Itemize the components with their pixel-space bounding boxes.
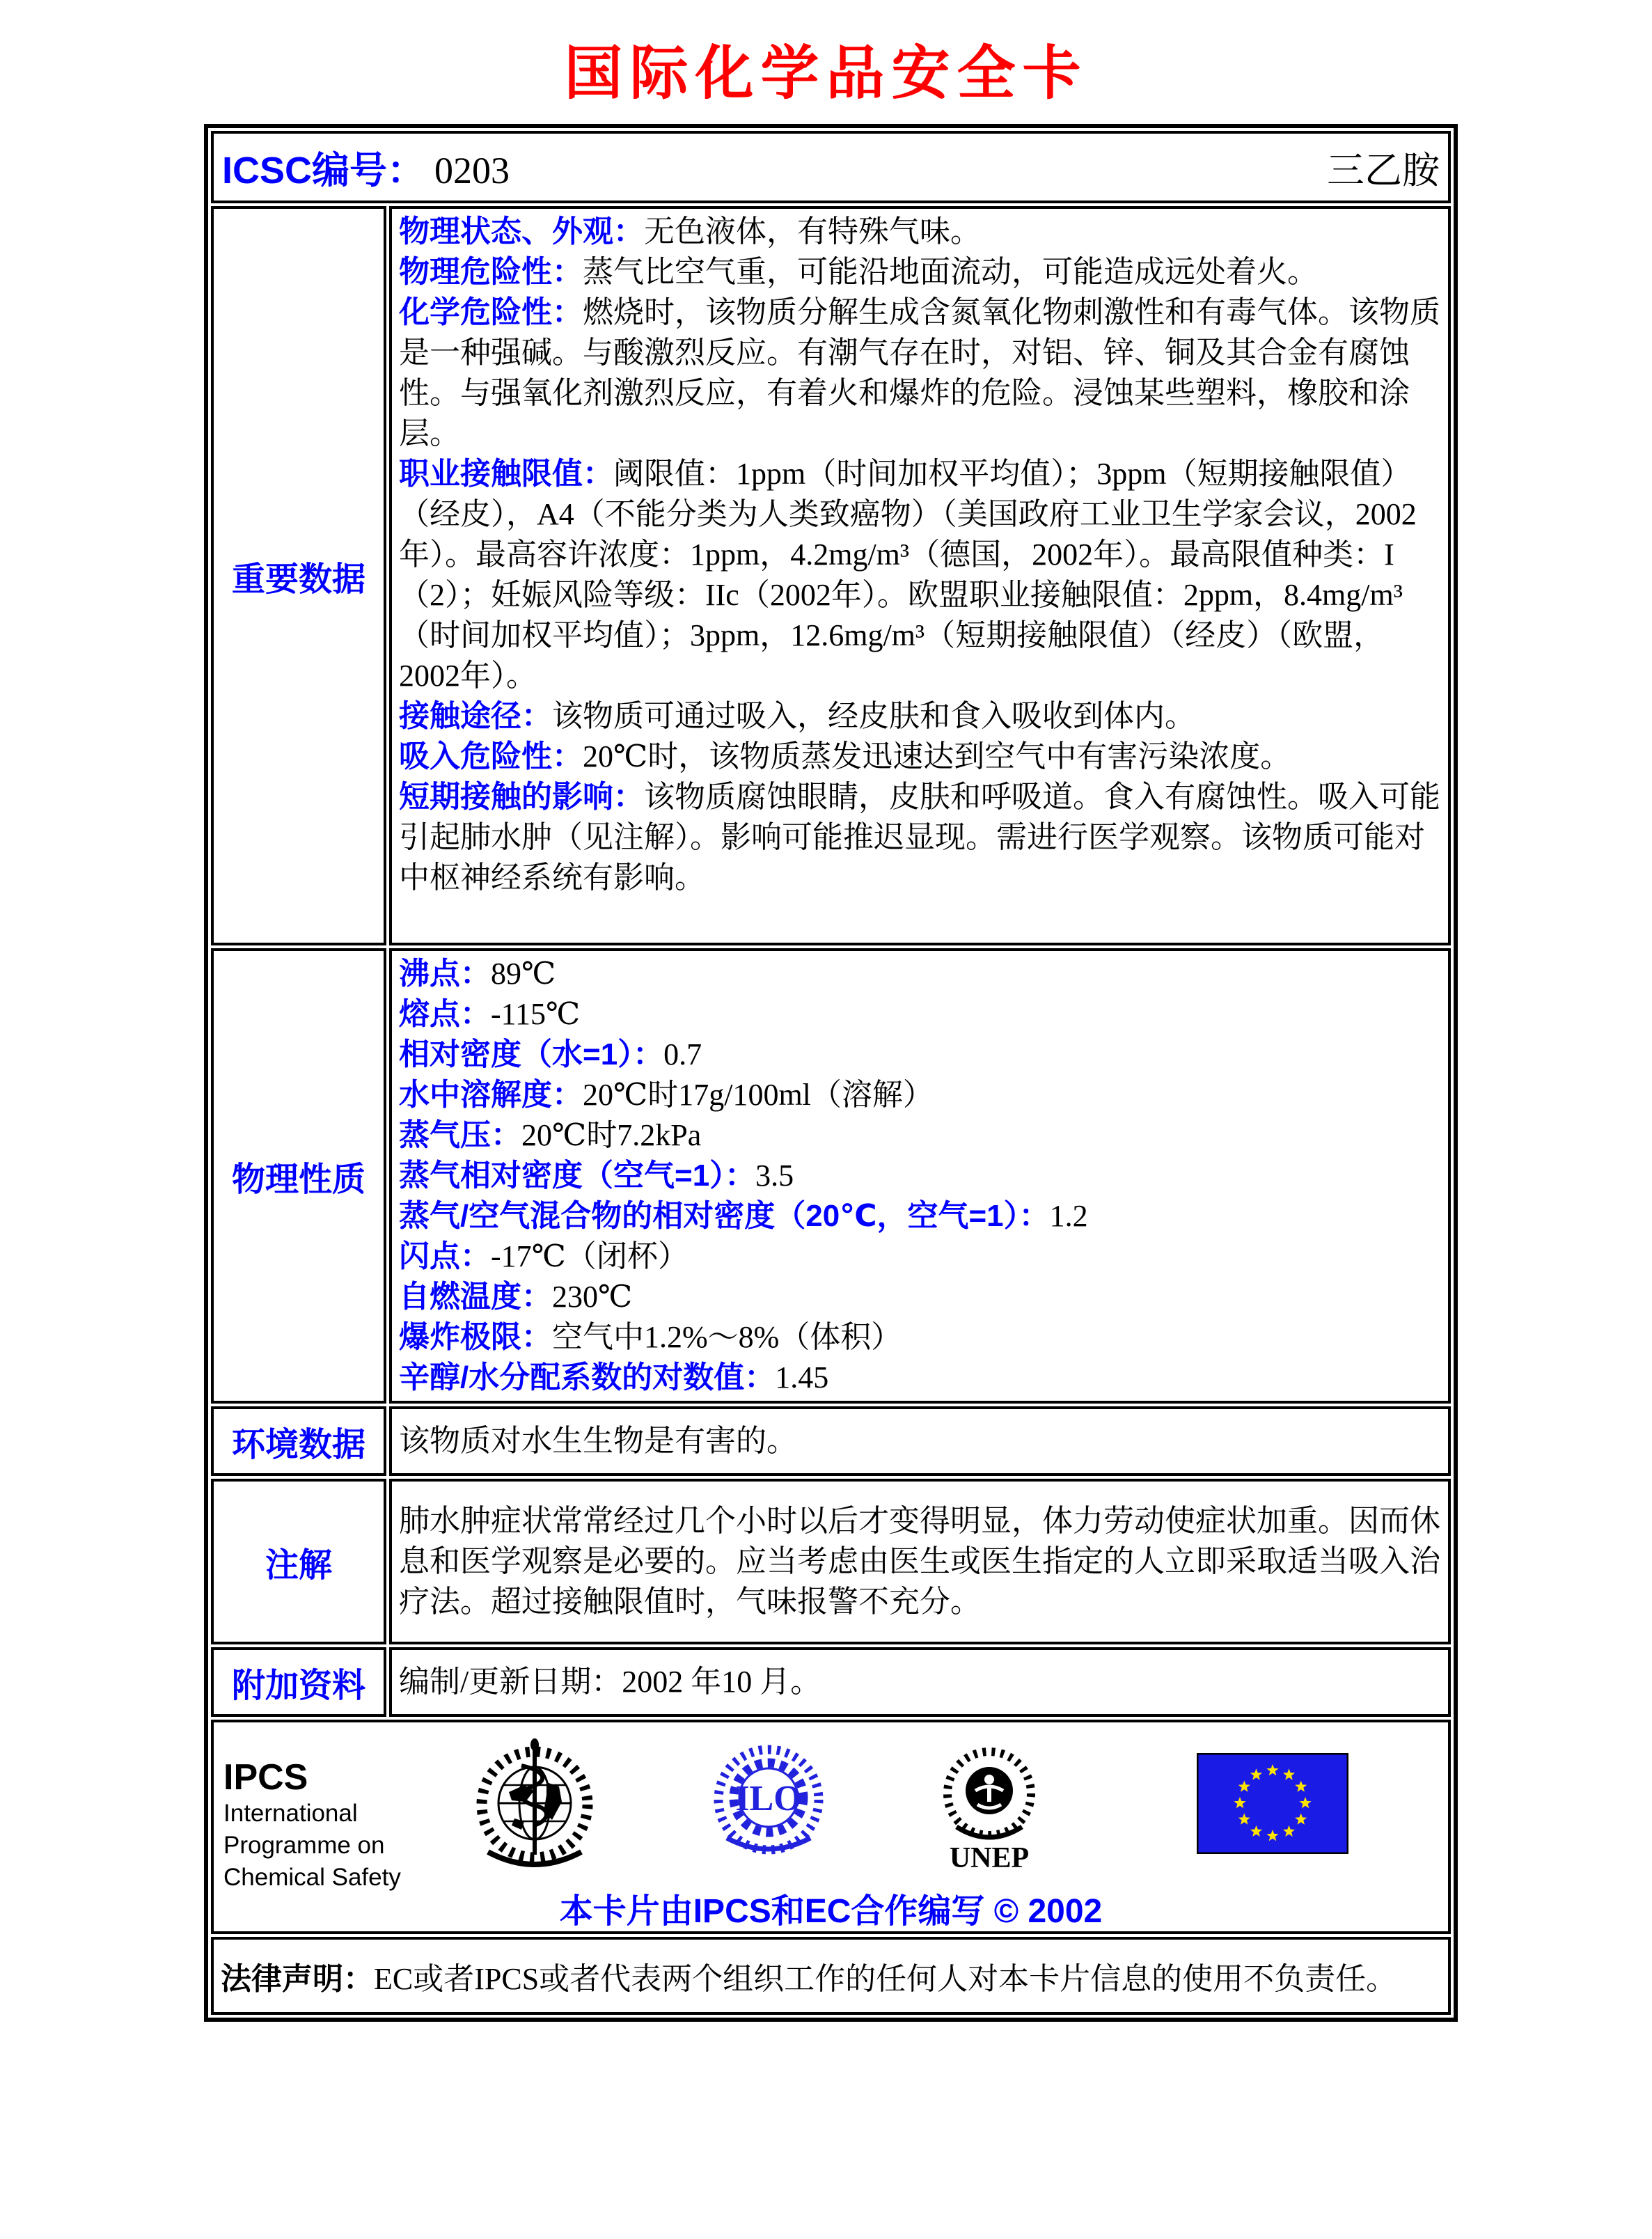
field-value: -17℃（闭杯）: [491, 1239, 689, 1273]
ipcs-title: IPCS: [223, 1757, 308, 1798]
field-label: 闪点：: [399, 1239, 491, 1273]
field-label: 蒸气/空气混合物的相对密度（20℃，空气=1）：: [399, 1199, 1050, 1233]
field-value: 空气中1.2%～8%（体积）: [552, 1320, 902, 1354]
header-cell: [211, 131, 1451, 203]
table-row-legal: [211, 1937, 1451, 2015]
field-label: 爆炸极限：: [399, 1320, 552, 1354]
ipcs-line1: International: [223, 1800, 358, 1827]
icsc-table: [208, 128, 1454, 2018]
ilo-monogram: ILO: [735, 1779, 802, 1818]
field-value: -115℃: [491, 997, 581, 1031]
field-label: 熔点：: [399, 997, 491, 1031]
field-label: 自燃温度：: [399, 1280, 552, 1314]
legal-notice-cell: [211, 1937, 1451, 2015]
field-value: 该物质可通过吸入，经皮肤和食入吸收到体内。: [552, 699, 1195, 733]
field-label: 相对密度（水=1）：: [399, 1037, 664, 1071]
field-label: 吸入危险性：: [399, 739, 583, 773]
field-value: 20℃时，该物质蒸发迅速达到空气中有害污染浓度。: [583, 739, 1291, 773]
field-value: 蒸气比空气重，可能沿地面流动，可能造成远处着火。: [583, 255, 1318, 289]
who-logo-icon: [469, 1736, 601, 1876]
field-value: 燃烧时，该物质分解生成含氮氧化物刺激性和有毒气体。该物质是一种强碱。与酸激烈反应。有潮气存在时，对铝、锌、铜及其合金有腐蚀性。与强氧化剂激烈反应，有着火和爆炸的危险。浸蚀某些塑料，橡胶和涂层。: [399, 295, 1440, 450]
field-value: 20℃时7.2kPa: [521, 1118, 702, 1152]
legal-notice-text: EC或者IPCS或者代表两个组织工作的任何人对本卡片信息的使用不负责任。: [374, 1962, 1397, 1996]
field-label: 接触途径：: [399, 699, 552, 733]
ilo-logo-icon: [709, 1741, 828, 1862]
field-value: 1.2: [1049, 1199, 1088, 1233]
field-label: 物理状态、外观：: [399, 214, 644, 249]
notes-content: 肺水肿症状常常经过几个小时以后才变得明显，体力劳动使症状加重。因而休息和医学观察是必要的。应当考虑由医生或医生指定的人立即采取适当吸入治疗法。超过接触限值时，气味报警不充分。: [389, 1479, 1451, 1644]
table-row-additional-information: [211, 1647, 1451, 1717]
field-value: 阈限值：1ppm（时间加权平均值）；3ppm（短期接触限值）（经皮），A4（不能分类为人类致癌物）（美国政府工业卫生学家会议，2002年）。最高容许浓度：1ppm，4.2mg/m³（德国，2002年）。最高限值种类：I（2）；妊娠风险等级：IIc（2002年）。欧盟职业接触限值：2ppm，8.4mg/m³（时间加权平均值）；3ppm，12.6mg/m³（短期接触限值）（经皮）（欧盟，2002年）。: [399, 457, 1417, 693]
field-label: 蒸气相对密度（空气=1）：: [399, 1158, 756, 1193]
field-label: 水中溶解度：: [399, 1078, 583, 1112]
logos-cell: [211, 1720, 1451, 1934]
field-value: 230℃: [552, 1280, 633, 1314]
important-data-content: [389, 206, 1451, 945]
chemical-name: 三乙胺: [1327, 149, 1440, 191]
table-row-logos: [211, 1720, 1451, 1934]
ipcs-line3: Chemical Safety: [223, 1864, 401, 1891]
notes-section-label: 注解: [211, 1479, 386, 1644]
field-value: 该物质腐蚀眼睛，皮肤和呼吸道。食入有腐蚀性。吸入可能引起肺水肿（见注解）。影响可能推迟显现。需进行医学观察。该物质可能对中枢神经系统有影响。: [399, 780, 1440, 895]
field-value: 89℃: [491, 957, 556, 991]
field-label: 沸点：: [399, 957, 491, 991]
table-row-header: [211, 131, 1451, 203]
physical-properties-content: [389, 948, 1451, 1404]
table-row-important-data: [211, 206, 1451, 945]
unep-logo-icon: [937, 1738, 1041, 1873]
field-label: 蒸气压：: [399, 1118, 521, 1152]
ipcs-text-block: [223, 1757, 401, 1894]
legal-notice-label: 法律声明：: [221, 1962, 374, 1996]
additional-information-content: 编制/更新日期：2002 年10 月。: [389, 1647, 1451, 1717]
additional-information-section-label: 附加资料: [211, 1647, 386, 1717]
field-value: 20℃时17g/100ml（溶解）: [583, 1078, 934, 1112]
icsc-card: [204, 124, 1458, 2022]
environmental-data-section-label: 环境数据: [211, 1406, 386, 1476]
field-value: 无色液体，有特殊气味。: [644, 214, 981, 249]
field-label: 职业接触限值：: [399, 457, 613, 491]
page-title: 国际化学品安全卡: [564, 42, 1088, 107]
field-value: 1.45: [775, 1360, 829, 1395]
unep-wordmark: UNEP: [949, 1842, 1030, 1873]
icsc-number-group: [222, 141, 510, 194]
credit-line: 本卡片由IPCS和EC合作编写 © 2002: [559, 1893, 1103, 1930]
field-label: 辛醇/水分配系数的对数值：: [399, 1360, 776, 1395]
table-row-physical-properties: [211, 948, 1451, 1404]
icsc-number-value: 0203: [434, 149, 510, 191]
ipcs-line2: Programme on: [223, 1832, 385, 1859]
eu-flag-icon: [1197, 1753, 1348, 1854]
field-label: 短期接触的影响：: [399, 780, 644, 814]
icsc-number-label: ICSC编号：: [222, 149, 425, 191]
table-row-notes: [211, 1479, 1451, 1644]
important-data-section-label: 重要数据: [211, 206, 386, 945]
table-row-environmental-data: [211, 1406, 1451, 1476]
field-label: 化学危险性：: [399, 295, 583, 329]
environmental-data-content: 该物质对水生生物是有害的。: [389, 1406, 1451, 1476]
field-value: 3.5: [755, 1158, 794, 1193]
physical-properties-section-label: 物理性质: [211, 948, 386, 1404]
field-value: 0.7: [663, 1037, 702, 1071]
field-label: 物理危险性：: [399, 255, 583, 289]
